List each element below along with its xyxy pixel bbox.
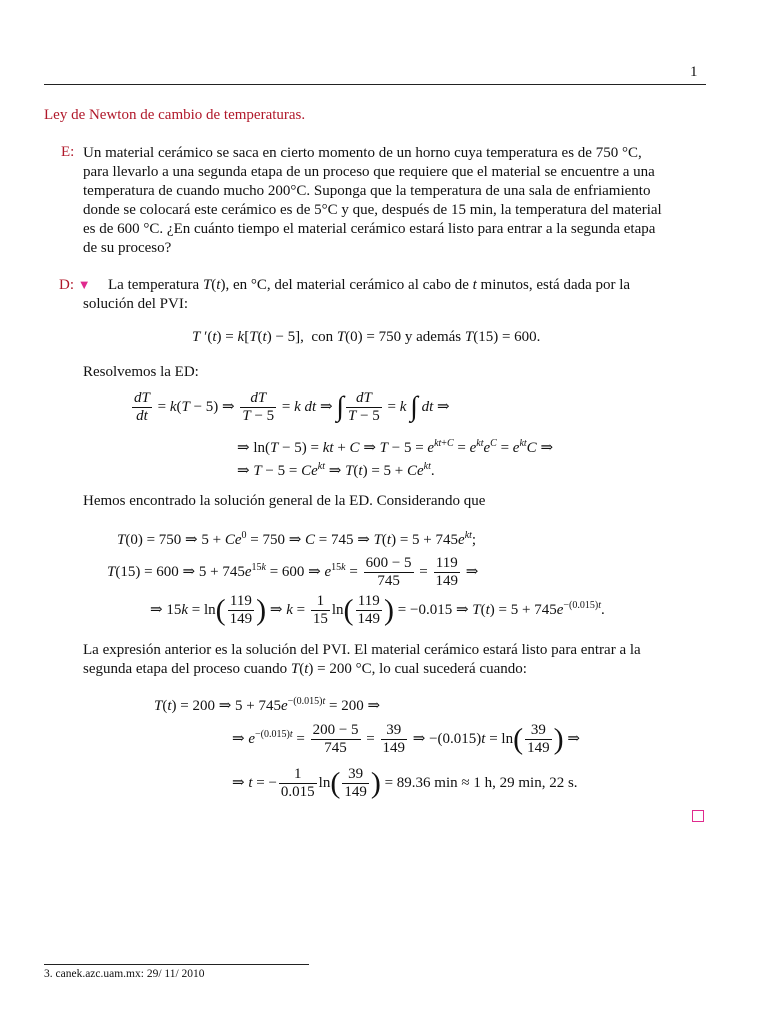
problem-line: temperatura de cuando mucho 200°C. Suponga que la temperatura de una sala de enfriamiento	[83, 183, 651, 199]
condition-line-3: ⇒ 15k = ln( $\frac{119}{149}$ ) ⇒ k = $\frac{1}{15}$ ln( $\frac{119}{149}$ ) = −0.015 ⇒ $T(t) = 5 + 745e^{-(0.015)t}$.	[150, 593, 605, 627]
footer-rule	[44, 964, 309, 965]
problem-line: es de 600 °C. ¿En cuánto tiempo el material cerámico estará listo para entrar a la segunda etapa	[83, 221, 656, 237]
time-line-2: ⇒ $e^{-(0.015)t}$ = $\frac{200 - 5}{745}$ = $\frac{39}{149}$ ⇒ −(0.015)t = ln( $\frac{39}{149}$ ) ⇒	[232, 722, 580, 756]
header-rule	[44, 84, 706, 85]
ed-line-2: ⇒ ln(T − 5) = kt + C ⇒ $T - 5 = e^{kt+C} = e^{kt}e^C = e^{kt}C$ ⇒	[237, 438, 554, 456]
time-line-3: ⇒ t = − $\frac{1}{0.015}$ ln( $\frac{39}{149}$ ) = 89.36 min ≈ 1 h, 29 min, 22 s.	[232, 766, 578, 800]
resolvemos-text: Resolvemos la ED:	[83, 364, 199, 380]
problem-text	[83, 144, 706, 258]
problem-label: E:	[61, 144, 75, 160]
result-text: = 89.36 min ≈ 1 h, 29 min, 22 s.	[384, 774, 578, 791]
condition-line-1: T(0) = 750 ⇒ $5 + Ce^0 = 750$ ⇒ C = 745 ⇒ $T(t) = 5 + 745e^{kt}$;	[117, 530, 477, 548]
footer-note: 3. canek.azc.uam.mx: 29/ 11/ 2010	[44, 968, 205, 980]
condition-line-2: T(15) = 600 ⇒ $5 + 745e^{15k} = 600$ ⇒ $e^{15k}$ = $\frac{600 - 5}{745}$ = $\frac{119}{149}$ ⇒	[107, 555, 479, 589]
y-ademas-text: y además	[404, 329, 462, 345]
problem-line: donde se colocará este cerámico es de 5°C y que, después de 15 min, la temperatura del material	[83, 202, 662, 218]
expression-line: La expresión anterior es la solución del PVI. El material cerámico estará listo para entrar a la	[83, 642, 641, 658]
ed-line-3: ⇒ $T - 5 = Ce^{kt}$ ⇒ $T(t) = 5 + Ce^{kt}$.	[237, 461, 435, 479]
page-number: 1	[690, 64, 698, 80]
con-text: con	[311, 329, 334, 345]
expression-text: = 200 °C, lo cual sucederá cuando:	[313, 661, 527, 677]
problem-line: de su proceso?	[83, 240, 172, 256]
qed-square-icon	[692, 810, 704, 822]
expression-line: segunda etapa del proceso cuando T(t) = 200 °C, lo cual sucederá cuando:	[83, 661, 527, 677]
problem-line: para llevarlo a una segunda etapa de un proceso que requiere que el material se encuentre a una	[83, 164, 655, 180]
intro-text: , en °C, del material cerámico al cabo de	[225, 277, 473, 293]
expression-text: segunda etapa del proceso cuando	[83, 661, 291, 677]
hemos-text: Hemos encontrado la solución general de la ED. Considerando que	[83, 493, 486, 509]
problem-line: Un material cerámico se saca en cierto momento de un horno cuya temperatura es de 750 °C,	[83, 145, 642, 161]
time-line-1: T(t) = 200 ⇒ $5 + 745e^{-(0.015)t} = 200$ ⇒	[154, 696, 381, 714]
solution-label	[59, 277, 91, 294]
solution-intro-line2: solución del PVI:	[83, 296, 188, 312]
section-title: Ley de Newton de cambio de temperaturas.	[44, 107, 306, 123]
intro-text: La temperatura	[108, 277, 203, 293]
expression-paragraph	[83, 641, 706, 679]
solution-label-text: D:	[59, 277, 74, 293]
intro-text: minutos, está dada por la	[476, 277, 631, 293]
pvi-equation: T ′(t) = k[T(t) − 5], con T(0) = 750 y además T(15) = 600.	[192, 329, 541, 345]
ed-line-1: $\frac{dT}{dt}$ = k(T − 5) ⇒ $\frac{dT}{T - 5}$ = k dt ⇒ ∫ $\frac{dT}{T - 5}$ = k ∫ dt ⇒	[134, 390, 450, 424]
triangle-marker-icon: ▼	[77, 277, 91, 292]
solution-intro: La temperatura T(t), en °C, del material cerámico al cabo de t minutos, está dada por la	[108, 277, 631, 293]
